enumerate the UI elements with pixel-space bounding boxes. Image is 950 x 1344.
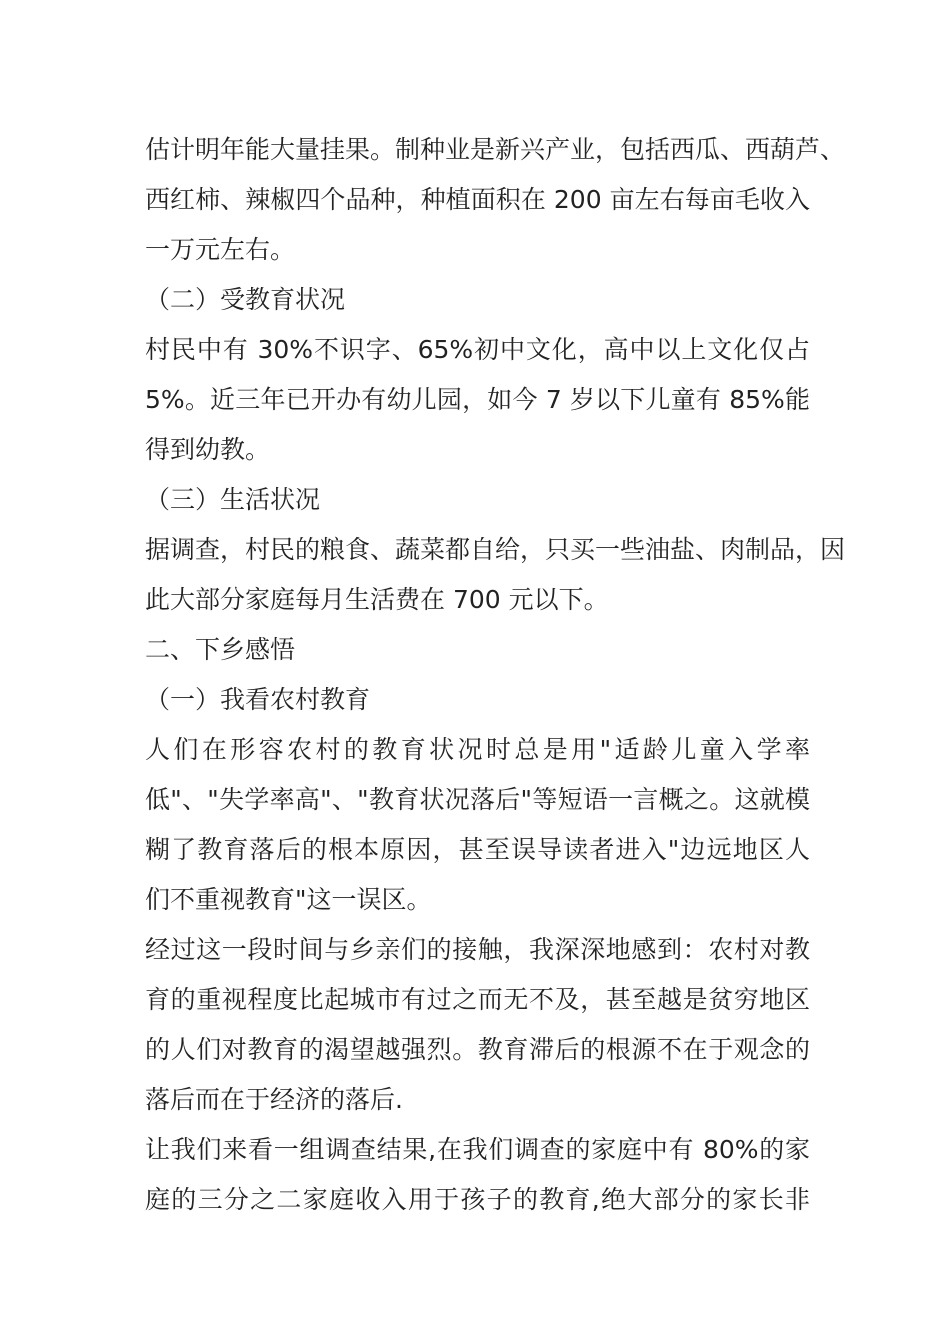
text-line: 得到幼教。 — [145, 435, 271, 464]
text-line: 育的重视程度比起城市有过之而无不及，甚至越是贫穷地区 — [145, 985, 810, 1014]
text-line: 们不重视教育"这一误区。 — [145, 885, 432, 914]
text-line: 让我们来看一组调查结果,在我们调查的家庭中有 80%的家 — [145, 1135, 810, 1164]
text-line: 估计明年能大量挂果。制种业是新兴产业，包括西瓜、西葫芦、 — [145, 135, 846, 164]
text-line: 5%。近三年已开办有幼儿园，如今 7 岁以下儿童有 85%能 — [145, 385, 810, 414]
text-line: 人们在形容农村的教育状况时总是用"适龄儿童入学率 — [145, 735, 810, 764]
section-heading: （三）生活状况 — [145, 485, 321, 514]
text-line: 低"、"失学率高"、"教育状况落后"等短语一言概之。这就模 — [145, 785, 810, 814]
text-line: 一万元左右。 — [145, 235, 296, 264]
text-line: 糊了教育落后的根本原因，甚至误导读者进入"边远地区人 — [145, 835, 810, 864]
text-line: 据调查，村民的粮食、蔬菜都自给，只买一些油盐、肉制品，因 — [145, 535, 846, 564]
text-line: 村民中有 30%不识字、65%初中文化，高中以上文化仅占 — [145, 335, 810, 364]
text-line: 西红柿、辣椒四个品种，种植面积在 200 亩左右每亩毛收入 — [145, 185, 810, 214]
text-line: 此大部分家庭每月生活费在 700 元以下。 — [145, 585, 609, 614]
section-heading: 二、下乡感悟 — [145, 635, 296, 664]
text-line: 庭的三分之二家庭收入用于孩子的教育,绝大部分的家长非 — [145, 1185, 810, 1214]
text-line: 经过这一段时间与乡亲们的接触，我深深地感到：农村对教 — [145, 935, 810, 964]
text-line: 落后而在于经济的落后. — [145, 1085, 403, 1114]
section-heading: （一）我看农村教育 — [145, 685, 371, 714]
section-heading: （二）受教育状况 — [145, 285, 346, 314]
text-line: 的人们对教育的渴望越强烈。教育滞后的根源不在于观念的 — [145, 1035, 810, 1064]
document-page — [145, 125, 846, 1225]
